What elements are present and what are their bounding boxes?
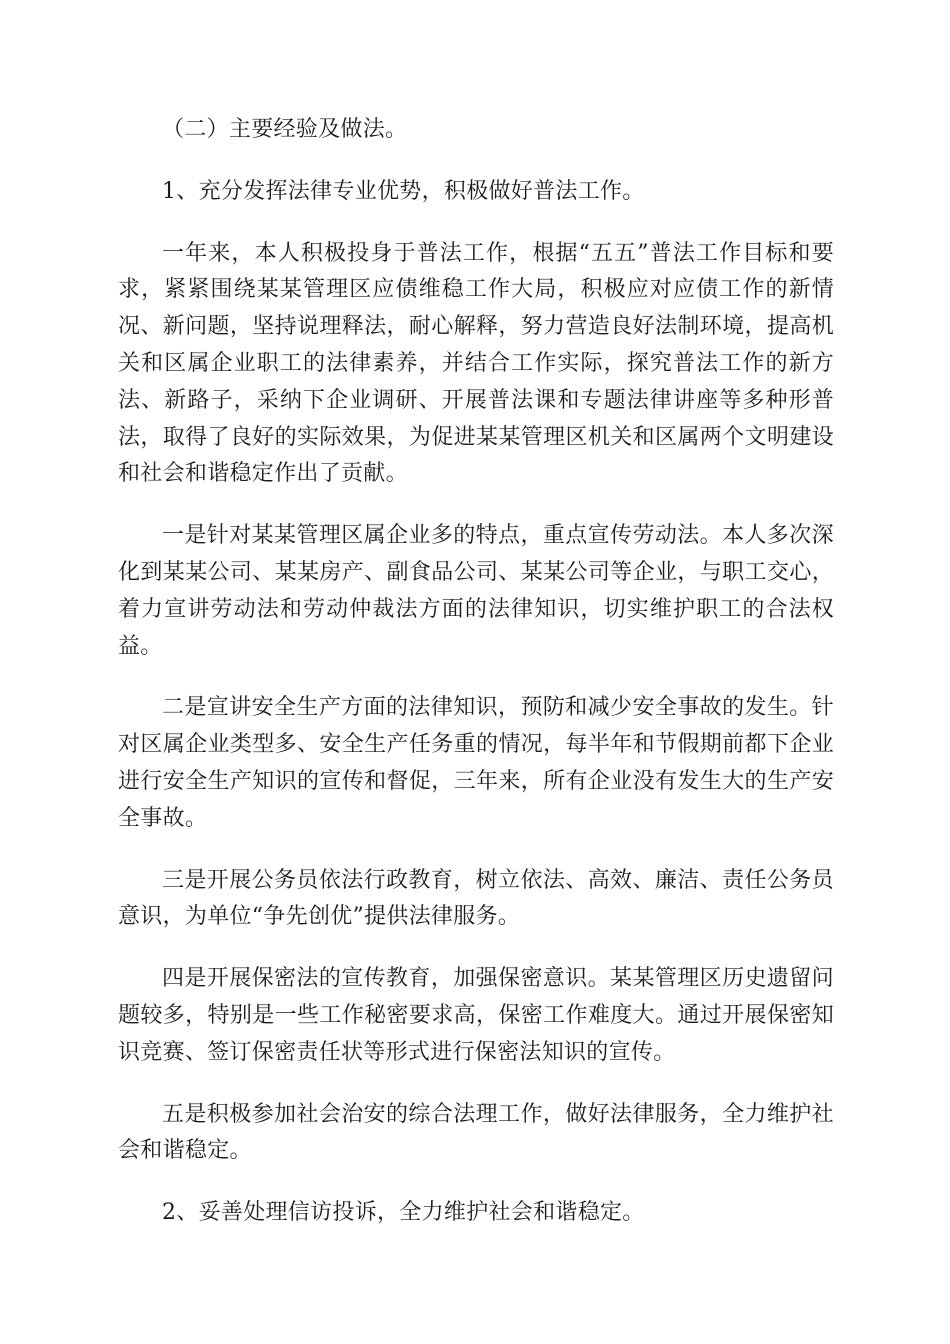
- subsection-heading-1: 1、充分发挥法律专业优势，积极做好普法工作。: [162, 178, 645, 204]
- paragraph-point-3: 三是开展公务员依法行政教育，树立依法、高效、廉洁、责任公务员意识，为单位“争先创优”提供法律服务。: [118, 867, 834, 930]
- paragraph-point-1: 一是针对某某管理区属企业多的特点，重点宣传劳动法。本人多次深化到某某公司、某某房产、副食品公司、某某公司等企业，与职工交心，着力宣讲劳动法和劳动仲裁法方面的法律知识，切实维护职工的合法权益。: [118, 523, 834, 659]
- paragraph-summary: 一年来，本人积极投身于普法工作，根据“五五”普法工作目标和要求，紧紧围绕某某管理区应债维稳工作大局，积极应对应债工作的新情况、新问题，坚持说理释法，耐心解释，努力营造良好法制环境，提高机关和区属企业职工的法律素养，并结合工作实际，探究普法工作的新方法、新路子，采纳下企业调研、开展普法课和专题法律讲座等多种形普法，取得了良好的实际效果，为促进某某管理区机关和区属两个文明建设和社会和谐稳定作出了贡献。: [118, 240, 834, 487]
- subsection-heading-2: 2、妥善处理信访投诉，全力维护社会和谐稳定。: [162, 1200, 645, 1226]
- paragraph-point-5: 五是积极参加社会治安的综合法理工作，做好法律服务，全力维护社会和谐稳定。: [118, 1101, 834, 1164]
- document-body: [118, 112, 834, 1257]
- paragraph-point-2: 二是宣讲安全生产方面的法律知识，预防和减少安全事故的发生。针对区属企业类型多、安全生产任务重的情况，每半年和节假期前都下企业进行安全生产知识的宣传和督促，三年来，所有企业没有发生大的生产安全事故。: [118, 695, 834, 831]
- section-heading: （二）主要经验及做法。: [162, 117, 408, 142]
- paragraph-point-4: 四是开展保密法的宣传教育，加强保密意识。某某管理区历史遗留问题较多，特别是一些工作秘密要求高，保密工作难度大。通过开展保密知识竞赛、签订保密责任状等形式进行保密法知识的宣传。: [118, 966, 834, 1065]
